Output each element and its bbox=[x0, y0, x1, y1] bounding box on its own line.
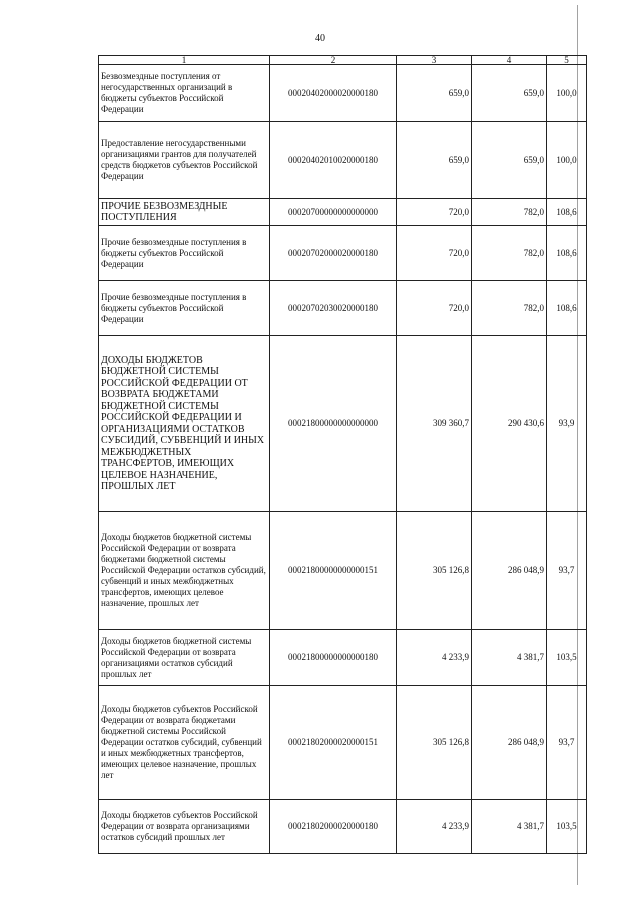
table-row bbox=[99, 630, 587, 686]
row-actual: 659,0 bbox=[472, 122, 547, 199]
row-plan: 659,0 bbox=[397, 122, 472, 199]
row-code: 00021802000020000180 bbox=[270, 800, 397, 854]
row-percent: 100,0 bbox=[547, 122, 587, 199]
row-percent: 93,7 bbox=[547, 512, 587, 630]
row-code: 00020700000000000000 bbox=[270, 199, 397, 226]
row-name: ДОХОДЫ БЮДЖЕТОВ БЮДЖЕТНОЙ СИСТЕМЫ РОССИЙСКОЙ ФЕДЕРАЦИИ ОТ ВОЗВРАТА БЮДЖЕТАМИ БЮДЖЕТНОЙ СИСТЕМЫ РОССИЙСКОЙ ФЕДЕРАЦИИ И ОРГАНИЗАЦИЯМИ ОСТАТКОВ СУБСИДИЙ, СУБВЕНЦИЙ И ИНЫХ МЕЖБЮДЖЕТНЫХ ТРАНСФЕРТОВ, ИМЕЮЩИХ ЦЕЛЕВОЕ НАЗНАЧЕНИЕ, ПРОШЛЫХ ЛЕТ bbox=[99, 336, 270, 512]
row-plan: 4 233,9 bbox=[397, 800, 472, 854]
row-actual: 782,0 bbox=[472, 199, 547, 226]
budget-table bbox=[98, 55, 587, 854]
table-row bbox=[99, 226, 587, 281]
row-plan: 309 360,7 bbox=[397, 336, 472, 512]
row-plan: 659,0 bbox=[397, 65, 472, 122]
row-code: 00020702000020000180 bbox=[270, 226, 397, 281]
row-percent: 103,5 bbox=[547, 630, 587, 686]
table-row bbox=[99, 686, 587, 800]
table-row bbox=[99, 336, 587, 512]
row-code: 00020402000020000180 bbox=[270, 65, 397, 122]
row-plan: 305 126,8 bbox=[397, 512, 472, 630]
row-name: Безвозмездные поступления от негосударственных организаций в бюджеты субъектов Российской Федерации bbox=[99, 65, 270, 122]
page-number: 40 bbox=[315, 33, 325, 44]
table-row bbox=[99, 800, 587, 854]
row-percent: 93,7 bbox=[547, 686, 587, 800]
row-code: 00020702030020000180 bbox=[270, 281, 397, 336]
row-code: 00020402010020000180 bbox=[270, 122, 397, 199]
table-row bbox=[99, 65, 587, 122]
table-row bbox=[99, 512, 587, 630]
column-header: 1 bbox=[99, 56, 270, 65]
table-row bbox=[99, 281, 587, 336]
row-name: ПРОЧИЕ БЕЗВОЗМЕЗДНЫЕ ПОСТУПЛЕНИЯ bbox=[99, 199, 270, 226]
row-plan: 4 233,9 bbox=[397, 630, 472, 686]
row-name: Доходы бюджетов субъектов Российской Федерации от возврата бюджетами бюджетной системы Российской Федерации остатков субсидий, субвенций и иных межбюджетных трансфертов, имеющих целевое назначение, прошлых лет bbox=[99, 686, 270, 800]
row-name: Доходы бюджетов бюджетной системы Российской Федерации от возврата бюджетами бюджетной системы Российской Федерации остатков субсидий, субвенций и иных межбюджетных трансфертов, имеющих целевое назначение, прошлых лет bbox=[99, 512, 270, 630]
row-code: 00021802000020000151 bbox=[270, 686, 397, 800]
row-actual: 782,0 bbox=[472, 281, 547, 336]
column-header: 5 bbox=[547, 56, 587, 65]
row-name: Прочие безвозмездные поступления в бюджеты субъектов Российской Федерации bbox=[99, 226, 270, 281]
row-plan: 720,0 bbox=[397, 226, 472, 281]
row-name: Прочие безвозмездные поступления в бюджеты субъектов Российской Федерации bbox=[99, 281, 270, 336]
row-percent: 108,6 bbox=[547, 226, 587, 281]
row-percent: 100,0 bbox=[547, 65, 587, 122]
row-plan: 305 126,8 bbox=[397, 686, 472, 800]
row-percent: 108,6 bbox=[547, 199, 587, 226]
row-code: 00021800000000000000 bbox=[270, 336, 397, 512]
row-actual: 286 048,9 bbox=[472, 512, 547, 630]
row-percent: 103,5 bbox=[547, 800, 587, 854]
row-name: Предоставление негосударственными организациями грантов для получателей средств бюджетов субъектов Российской Федерации bbox=[99, 122, 270, 199]
row-actual: 4 381,7 bbox=[472, 630, 547, 686]
row-plan: 720,0 bbox=[397, 199, 472, 226]
row-actual: 4 381,7 bbox=[472, 800, 547, 854]
row-percent: 108,6 bbox=[547, 281, 587, 336]
row-actual: 782,0 bbox=[472, 226, 547, 281]
row-code: 00021800000000000180 bbox=[270, 630, 397, 686]
row-actual: 659,0 bbox=[472, 65, 547, 122]
row-actual: 290 430,6 bbox=[472, 336, 547, 512]
row-percent: 93,9 bbox=[547, 336, 587, 512]
row-name: Доходы бюджетов бюджетной системы Российской Федерации от возврата организациями остатков субсидий прошлых лет bbox=[99, 630, 270, 686]
column-header: 2 bbox=[270, 56, 397, 65]
row-code: 00021800000000000151 bbox=[270, 512, 397, 630]
header-row bbox=[99, 56, 587, 65]
column-header: 4 bbox=[472, 56, 547, 65]
row-actual: 286 048,9 bbox=[472, 686, 547, 800]
table-row bbox=[99, 199, 587, 226]
column-header: 3 bbox=[397, 56, 472, 65]
table-row bbox=[99, 122, 587, 199]
row-plan: 720,0 bbox=[397, 281, 472, 336]
row-name: Доходы бюджетов субъектов Российской Федерации от возврата организациями остатков субсидий прошлых лет bbox=[99, 800, 270, 854]
